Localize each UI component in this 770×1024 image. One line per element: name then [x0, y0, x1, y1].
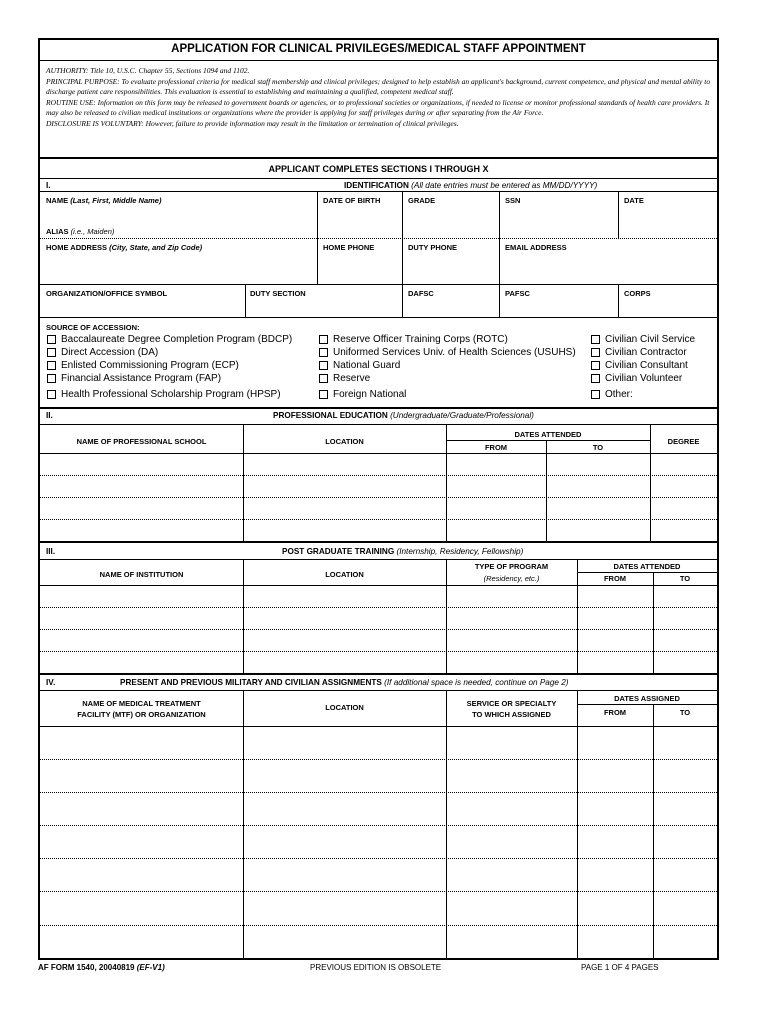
grid-line: [40, 629, 717, 630]
grid-line: [618, 191, 619, 238]
grid-line: [40, 407, 717, 409]
date-field[interactable]: DATE: [624, 196, 644, 205]
section4-note: (If additional space is needed, continue on Page 2): [384, 678, 569, 687]
grid-line: [402, 238, 403, 284]
name-label: NAME: [46, 196, 69, 205]
page-number: PAGE 1 OF 4 PAGES: [581, 963, 659, 972]
grid-line: [577, 572, 717, 573]
grid-line: [577, 559, 578, 673]
grid-line: [40, 475, 717, 476]
grid-line: [40, 690, 717, 691]
accession-consultant-checkbox[interactable]: [591, 360, 688, 371]
alias-field[interactable]: [46, 227, 114, 236]
training-from-header: FROM: [603, 574, 627, 583]
school-from-header: FROM: [484, 443, 508, 452]
name-field[interactable]: [46, 196, 161, 205]
checkbox-box: [47, 390, 56, 399]
grid-line: [40, 858, 717, 859]
dates-attended-header: DATES ATTENDED: [514, 430, 582, 439]
section2-number: II.: [46, 411, 53, 420]
duty-section-field[interactable]: DUTY SECTION: [250, 289, 306, 298]
section4-number: IV.: [46, 678, 56, 687]
accession-contractor-checkbox[interactable]: [591, 347, 687, 358]
accession-option-label: National Guard: [333, 360, 401, 371]
accession-option-label: Reserve: [333, 373, 371, 384]
mtf-header-line2: FACILITY (MTF) OR ORGANIZATION: [77, 710, 206, 719]
checkbox-box: [47, 348, 56, 357]
accession-option-label: Financial Assistance Program (FAP): [61, 373, 222, 384]
section1-title: IDENTIFICATION: [344, 181, 409, 190]
training-dates-header: DATES ATTENDED: [613, 562, 681, 571]
accession-foreign-national-checkbox[interactable]: [319, 389, 406, 400]
source-of-accession-label: SOURCE OF ACCESSION:: [46, 323, 140, 332]
section4-title: PRESENT AND PREVIOUS MILITARY AND CIVILIAN ASSIGNMENTS: [120, 678, 382, 687]
grid-line: [40, 284, 717, 285]
program-type-hint: (Residency, etc.): [483, 574, 540, 583]
accession-option-label: Foreign National: [333, 389, 407, 400]
accession-national-guard-checkbox[interactable]: [319, 360, 400, 371]
alias-label: ALIAS: [46, 227, 69, 236]
accession-option-label: Civilian Contractor: [605, 347, 687, 358]
service-header-line2: TO WHICH ASSIGNED: [472, 710, 551, 719]
checkbox-box: [591, 390, 600, 399]
accession-option-label: Other:: [605, 389, 633, 400]
degree-header: DEGREE: [667, 437, 700, 446]
dob-field[interactable]: DATE OF BIRTH: [323, 196, 381, 205]
professional-school-header: NAME OF PROFESSIONAL SCHOOL: [76, 437, 207, 446]
grid-line: [40, 497, 717, 498]
grid-line: [40, 424, 717, 425]
home-phone-field[interactable]: HOME PHONE: [323, 243, 375, 252]
disclosure-text: DISCLOSURE IS VOLUNTARY: However, failure to provide information may result in the limitation or termination of clinical privileges.: [46, 118, 459, 128]
grid-line: [577, 704, 717, 705]
grid-line: [446, 424, 447, 541]
grid-line: [402, 284, 403, 317]
checkbox-box: [319, 374, 328, 383]
checkbox-box: [319, 390, 328, 399]
grid-line: [499, 191, 500, 238]
pafsc-field[interactable]: PAFSC: [505, 289, 530, 298]
grid-line: [499, 284, 500, 317]
home-address-field[interactable]: [46, 243, 202, 252]
grid-line: [446, 440, 650, 441]
grid-line: [40, 726, 717, 727]
school-to-header: TO: [592, 443, 604, 452]
grid-line: [243, 424, 244, 541]
school-location-header: LOCATION: [325, 437, 364, 446]
accession-option-label: Direct Accession (DA): [61, 347, 159, 358]
checkbox-box: [319, 348, 328, 357]
email-field[interactable]: EMAIL ADDRESS: [505, 243, 567, 252]
accession-option-label: Civilian Volunteer: [605, 373, 683, 384]
accession-civil-service-checkbox[interactable]: [591, 334, 695, 345]
organization-field[interactable]: ORGANIZATION/OFFICE SYMBOL: [46, 289, 168, 298]
grid-line: [40, 825, 717, 826]
accession-reserve-checkbox[interactable]: [319, 373, 370, 384]
assigned-from-header: FROM: [603, 708, 627, 717]
privacy-divider: [40, 157, 717, 159]
section2-heading: [273, 411, 534, 420]
grid-line: [650, 424, 651, 541]
section3-title: POST GRADUATE TRAINING: [282, 547, 395, 556]
corps-field[interactable]: CORPS: [624, 289, 651, 298]
service-header-line1: SERVICE OR SPECIALTY: [466, 699, 557, 708]
grid-line: [40, 792, 717, 793]
grid-line: [40, 891, 717, 892]
checkbox-box: [591, 374, 600, 383]
accession-fap-checkbox[interactable]: [47, 373, 221, 384]
name-hint: (Last, First, Middle Name): [70, 196, 162, 205]
accession-rotc-checkbox[interactable]: [319, 334, 508, 345]
home-address-label: HOME ADDRESS: [46, 243, 107, 252]
section3-note: (Internship, Residency, Fellowship): [396, 547, 524, 556]
grid-line: [40, 585, 717, 586]
section3-heading: [282, 547, 523, 556]
checkbox-box: [47, 374, 56, 383]
form-title: APPLICATION FOR CLINICAL PRIVILEGES/MEDICAL STAFF APPOINTMENT: [171, 43, 586, 55]
principal-purpose-text: PRINCIPAL PURPOSE: To evaluate professional criteria for medical staff membership and clinical privileges; designed to help establish an applicant's background, current competence, and physical and mental ability to discharge patient care responsibilities. This evaluation is essential to establishing and maintaining a qualified, competent medical staff.: [46, 76, 711, 96]
grid-line: [40, 759, 717, 760]
checkbox-box: [591, 335, 600, 344]
grid-line: [40, 607, 717, 608]
accession-option-label: Baccalaureate Degree Completion Program (BDCP): [61, 334, 293, 345]
section4-heading: [120, 678, 569, 687]
grid-line: [317, 191, 318, 238]
section2-note: (Undergraduate/Graduate/Professional): [390, 411, 534, 420]
accession-da-checkbox[interactable]: [47, 347, 158, 358]
grid-line: [40, 673, 717, 675]
alias-hint: (i.e., Maiden): [70, 227, 115, 236]
grid-line: [402, 191, 403, 238]
privacy-statement: [46, 66, 714, 129]
accession-hpsp-checkbox[interactable]: [47, 389, 281, 400]
assigned-to-header: TO: [679, 708, 691, 717]
dafsc-field[interactable]: DAFSC: [408, 289, 434, 298]
grid-line: [653, 572, 654, 673]
training-to-header: TO: [679, 574, 691, 583]
grid-line: [40, 925, 717, 926]
grid-line: [40, 317, 717, 318]
checkbox-box: [591, 361, 600, 370]
accession-option-label: Civilian Consultant: [605, 360, 688, 371]
grid-line: [40, 519, 717, 520]
checkbox-box: [47, 335, 56, 344]
section2-title: PROFESSIONAL EDUCATION: [273, 411, 388, 420]
accession-volunteer-checkbox[interactable]: [591, 373, 682, 384]
checkbox-box: [591, 348, 600, 357]
assignment-location-header: LOCATION: [325, 703, 364, 712]
section1-number: I.: [46, 181, 51, 190]
section3-number: III.: [46, 547, 56, 556]
accession-other-checkbox[interactable]: [591, 389, 633, 400]
section1-divider: [40, 191, 717, 192]
grid-line: [243, 559, 244, 673]
section1-heading: [344, 181, 597, 190]
authority-text: AUTHORITY: Title 10, U.S.C. Chapter 55, Sections 1094 and 1102.: [46, 66, 250, 75]
grid-line: [40, 559, 717, 560]
checkbox-box: [47, 361, 56, 370]
accession-bdcp-checkbox[interactable]: [47, 334, 292, 345]
home-address-hint: (City, State, and Zip Code): [109, 243, 203, 252]
form-number: AF FORM 1540, 20040819: [38, 963, 135, 972]
grid-line: [40, 453, 717, 454]
duty-phone-field[interactable]: DUTY PHONE: [408, 243, 458, 252]
accession-option-label: Enlisted Commissioning Program (ECP): [61, 360, 239, 371]
grid-line: [546, 440, 547, 541]
accession-ecp-checkbox[interactable]: [47, 360, 239, 371]
mtf-header-line1: NAME OF MEDICAL TREATMENT: [82, 699, 201, 708]
routine-use-text: ROUTINE USE: Information on this form may be released to government boards or agencies, or to professional societies or organizations, if needed to license or monitor professional standards of health care providers. It may also be released to civilian medical institutions or organizations where the provider is applying for staff privileges during or after separating from the Air Force.: [46, 97, 710, 117]
grid-line: [618, 284, 619, 317]
title-divider: [40, 60, 717, 61]
grid-line: [317, 238, 318, 284]
program-type-header: TYPE OF PROGRAM: [474, 562, 549, 571]
grid-line: [40, 541, 717, 543]
grid-line: [653, 704, 654, 960]
section1-note: (All date entries must be entered as MM/DD/YYYY): [411, 181, 598, 190]
grid-line: [40, 238, 717, 239]
accession-usuhs-checkbox[interactable]: [319, 347, 576, 358]
form-id: [38, 963, 165, 972]
grid-line: [245, 284, 246, 317]
grid-line: [499, 238, 500, 284]
form-version: (EF-V1): [136, 963, 165, 972]
accession-option-label: Uniformed Services Univ. of Health Sciences (USUHS): [333, 347, 576, 358]
checkbox-box: [319, 335, 328, 344]
grade-field[interactable]: GRADE: [408, 196, 436, 205]
accession-option-label: Civilian Civil Service: [605, 334, 696, 345]
application-form: [38, 38, 719, 960]
edition-notice: PREVIOUS EDITION IS OBSOLETE: [310, 963, 442, 972]
accession-option-label: Health Professional Scholarship Program (HPSP): [61, 389, 281, 400]
dates-assigned-header: DATES ASSIGNED: [614, 694, 680, 703]
checkbox-box: [319, 361, 328, 370]
grid-line: [446, 559, 447, 673]
accession-option-label: Reserve Officer Training Corps (ROTC): [333, 334, 508, 345]
institution-header: NAME OF INSTITUTION: [99, 570, 184, 579]
ssn-field[interactable]: SSN: [505, 196, 521, 205]
applicant-divider: [40, 178, 717, 179]
grid-line: [40, 651, 717, 652]
applicant-header: APPLICANT COMPLETES SECTIONS I THROUGH X: [268, 164, 489, 174]
institution-location-header: LOCATION: [325, 570, 364, 579]
